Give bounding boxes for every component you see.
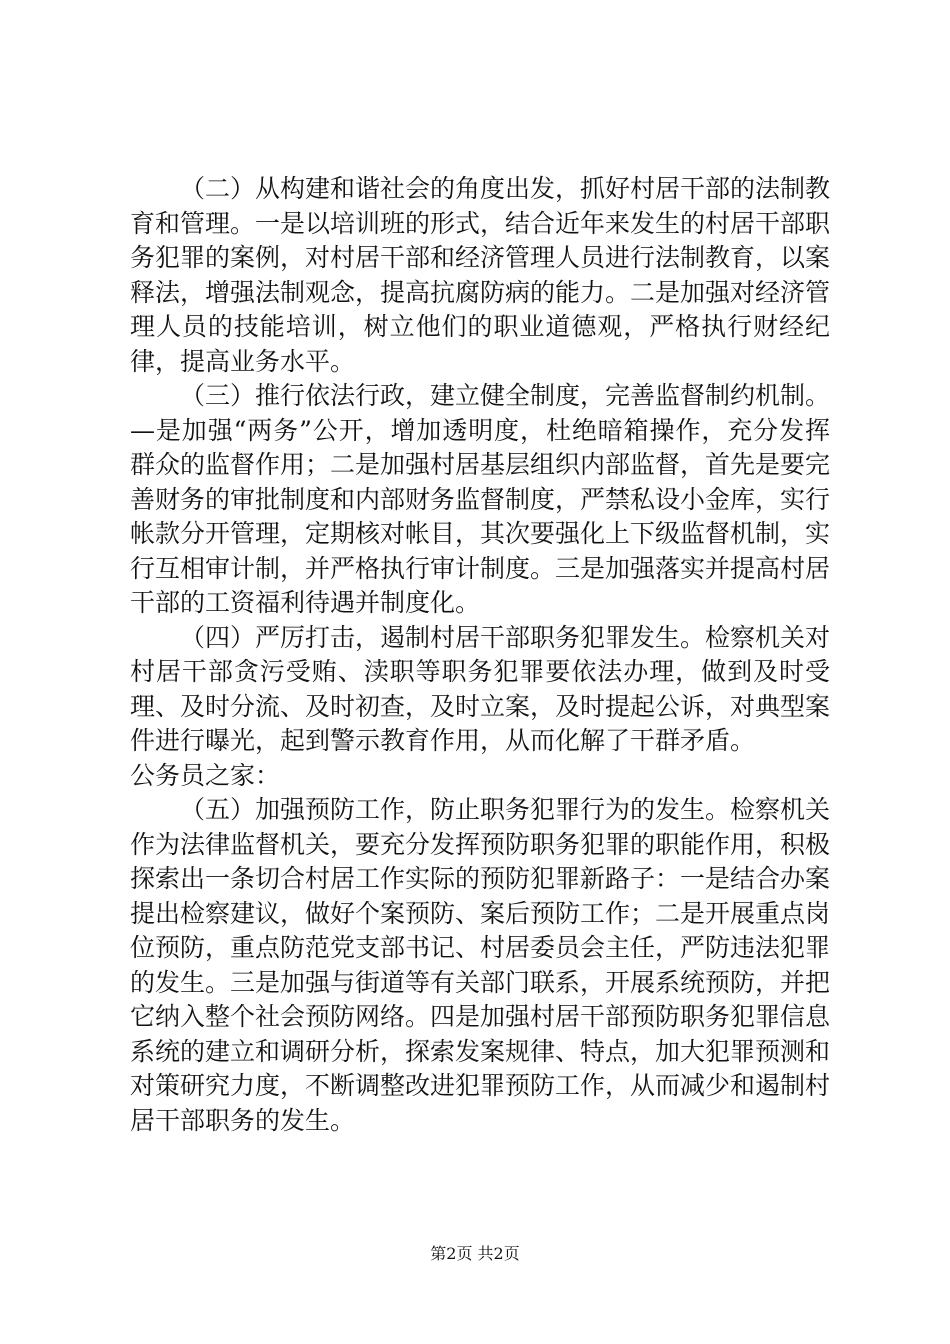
paragraph-section-3: （三）推行依法行政，建立健全制度，完善监督制约机制。—是加强“两务”公开，增加透明度，杜绝暗箱操作，充分发挥群众的监督作用；二是加强村居基层组织内部监督，首先是要完善财务的审批制度和内部财务监督制度，严禁私设小金库，实行帐款分开管理，定期核对帐目，其次要强化上下级监督机制，实行互相审计制，并严格执行审计制度。三是加强落实并提高村居干部的工资福利待遇并制度化。: [130, 381, 831, 617]
paragraph-source-note: 公务员之家：: [130, 760, 281, 790]
paragraph-section-2: （二）从构建和谐社会的角度出发，抓好村居干部的法制教育和管理。一是以培训班的形式，结合近年来发生的村居干部职务犯罪的案例，对村居干部和经济管理人员进行法制教育，以案释法，增强法制观念，提高抗腐防病的能力。二是加强对经济管理人员的技能培训，树立他们的职业道德观，严格执行财经纪律，提高业务水平。: [130, 174, 831, 376]
document-body: [130, 172, 830, 1138]
page-number-footer: 第2页 共2页: [430, 1244, 520, 1263]
paragraph-section-4: （四）严厉打击，遏制村居干部职务犯罪发生。检察机关对村居干部贪污受贿、渎职等职务犯罪要依法办理，做到及时受理、及时分流、及时初查，及时立案，及时提起公诉，对典型案件进行曝光，起到警示教育作用，从而化解了干群矛盾。: [130, 622, 831, 755]
paragraph-section-5: （五）加强预防工作，防止职务犯罪行为的发生。检察机关作为法律监督机关，要充分发挥预防职务犯罪的职能作用，积极探索出一条切合村居工作实际的预防犯罪新路子：一是结合办案提出检察建议，做好个案预防、案后预防工作；二是开展重点岗位预防，重点防范党支部书记、村居委员会主任，严防违法犯罪的发生。三是加强与街道等有关部门联系，开展系统预防，并把它纳入整个社会预防网络。四是加强村居干部预防职务犯罪信息系统的建立和调研分析，探索发案规律、特点，加大犯罪预测和对策研究力度，不断调整改进犯罪预防工作，从而减少和遏制村居干部职务的发生。: [130, 795, 831, 1135]
